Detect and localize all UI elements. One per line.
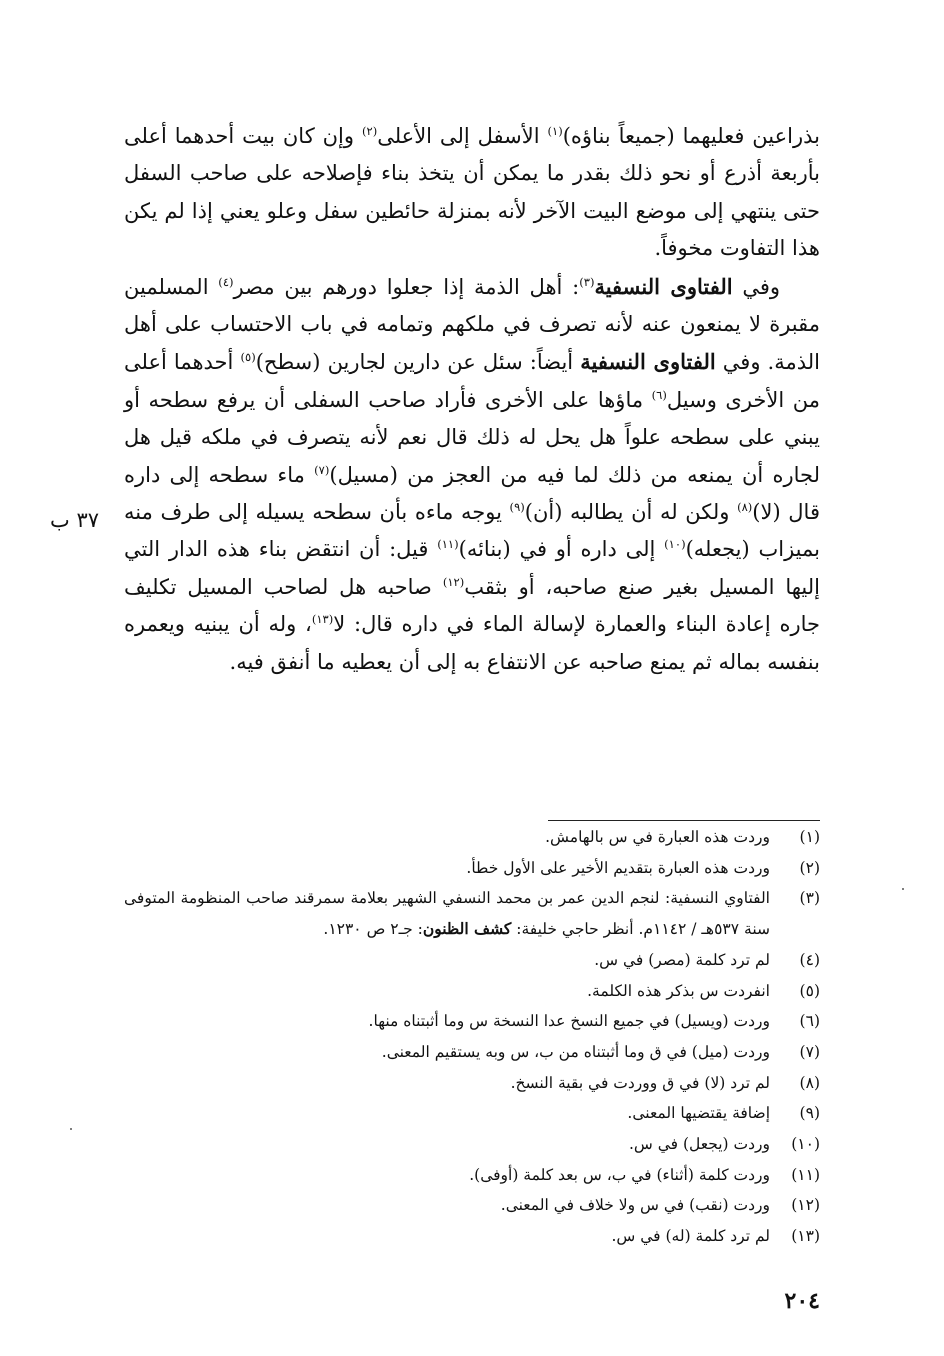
footnote-separator <box>548 820 820 821</box>
footnote-text: وردت (نقب) في س ولا خلاف في المعنى. <box>500 1196 770 1215</box>
footnote-text: وردت (ويسيل) في جميع النسخ عدا النسخة س وما أثبتناه منها. <box>368 1012 770 1031</box>
footnote-text: لم ترد كلمة (مصر) في س. <box>594 950 770 969</box>
text-run: صاحبه هل لصاحب المسيل تكليف جاره إعادة البناء والعمارة لإسالة الماء في داره قال: لا <box>124 574 820 637</box>
footnote-number: (٤) <box>799 950 820 969</box>
scan-speck <box>70 1128 72 1130</box>
footnote-number: (٢) <box>799 858 820 877</box>
paragraph <box>124 118 820 268</box>
text-run: الأسفل إلى الأعلى <box>377 124 548 148</box>
footnote-number: (٧) <box>799 1042 820 1061</box>
footnote <box>124 853 820 884</box>
text-run: الفتاوي النسفية: لنجم الدين عمر بن محمد النسفي الشهير بعلامة سمرقند صاحب المنظومة المتوفى سنة ٥٣٧هـ / ١١٤٢م. أنظر حاجي خليفة: <box>124 889 770 939</box>
footnote <box>124 976 820 1007</box>
scan-speck <box>902 888 904 890</box>
footnote-ref: (١١) <box>437 537 459 552</box>
footnote <box>124 1129 820 1160</box>
text-run: بذراعين فعليهما (جميعاً بناؤه) <box>562 124 820 148</box>
footnote-ref: (٧) <box>314 462 330 477</box>
footnote-number: (٦) <box>799 1012 820 1031</box>
text-run: ولكن له أن يطالبه (أن) <box>524 500 738 525</box>
footnote-ref: (٢) <box>361 123 378 138</box>
book-title: كشف الظنون <box>422 919 512 939</box>
footnote-ref: (٤) <box>218 274 234 289</box>
footnote-text: إضافة يقتضيها المعنى. <box>627 1104 770 1123</box>
footnote-text: وردت كلمة (أثناء) في ب، س بعد كلمة (أوفى). <box>469 1165 770 1184</box>
page-number: ٢٠٤ <box>784 1288 820 1314</box>
footnote-ref: (١) <box>547 123 563 138</box>
footnotes-list <box>124 822 820 1252</box>
text-run: ماؤها على الأخرى فأراد صاحب السفلى أن يرفع سطحه أو يبني على سطحه علواً هل يحل له ذلك قال نعم لأنه يتصرف في ملكه قيل هل لجاره أن يمنعه من ذلك لما فيه من العجز من (مسيل) <box>124 387 820 487</box>
text-run: قيل: أن انتقض بناء هذه الدار التي إليها المسيل بغير صنع صاحبه، أو بثقب <box>124 537 820 599</box>
text-run: : جـ٢ ص ١٢٣٠. <box>323 920 423 939</box>
footnote <box>124 1190 820 1221</box>
footnote-number: (٥) <box>799 981 820 1000</box>
footnote <box>124 822 820 853</box>
footnote <box>124 1006 820 1037</box>
paragraph <box>124 268 820 681</box>
text-run: : أهل الذمة إذا جعلوا دورهم بين مصر <box>233 274 580 299</box>
text-run: وإن كان بيت أحدهما أعلى بأربعة أذرع أو نحو ذلك بقدر ما يمكن أن يتخذ بناء فإصلاحه على صاحب السفل حتى ينتهي إلى موضع البيت الآخر لأنه بمنزلة حائطين سفل وعلو يعني إذا لم يكن هذا التفاوت مخوفاً. <box>124 124 820 261</box>
main-text <box>124 118 820 681</box>
footnote-number: (١) <box>799 828 820 846</box>
footnote-ref: (٣) <box>579 274 595 289</box>
footnote-ref: (١٢) <box>442 574 465 589</box>
footnote-text: لم ترد (لا) في ق ووردت في بقية النسخ. <box>510 1073 770 1092</box>
text-run: يوجه ماءه بأن سطحه يسيله إلى طرف منه بميزاب (يجعله) <box>124 500 820 562</box>
footnote <box>124 945 820 976</box>
footnote-ref: (١٣) <box>311 612 334 627</box>
text-run: أيضاً: سئل عن دارين لجارين (سطح) <box>255 350 581 375</box>
book-title: الفتاوى النسفية <box>594 273 733 299</box>
footnote-text: وردت (يجعل) في س. <box>628 1135 770 1154</box>
footnote-ref: (٩) <box>509 499 525 514</box>
footnote-number: (٩) <box>799 1104 820 1123</box>
footnote-text: وردت هذه العبارة في س بالهامش. <box>545 828 770 846</box>
text-run: إلى داره أو في (بنائه) <box>458 537 665 562</box>
text-run: أحدهما أعلى من الأخرى وسيل <box>124 350 820 412</box>
footnote-text: انفردت س بذكر هذه الكلمة. <box>587 981 770 1000</box>
footnote-ref: (١٠) <box>664 537 686 552</box>
footnote-ref: (٨) <box>737 499 753 514</box>
footnote-number: (١٢) <box>791 1196 820 1215</box>
footnote-number: (١٠) <box>791 1135 820 1154</box>
footnote-text <box>124 883 770 944</box>
book-title: الفتاوى النسفية <box>580 349 716 375</box>
manuscript-folio-marker: ٣٧ ب <box>50 508 100 532</box>
footnote-text: لم ترد كلمة (له) في س. <box>611 1227 770 1246</box>
footnote <box>124 1160 820 1191</box>
footnote-ref: (٦) <box>651 387 667 402</box>
text-run: المسلمين مقبرة لا يمنعون عنه لأنه تصرف في ملكهم وتمامه في باب الاحتساب على أهل الذمة. وفي <box>124 274 821 375</box>
text-run: ماء سطحه إلى داره قال (لا) <box>124 462 820 525</box>
footnote <box>124 883 820 944</box>
footnote-number: (١٣) <box>791 1227 820 1246</box>
footnote-number: (٨) <box>799 1073 820 1092</box>
footnote-ref: (٥) <box>240 350 256 365</box>
footnote <box>124 1068 820 1099</box>
footnote-number: (١١) <box>791 1165 820 1184</box>
footnote-text: وردت (ميل) في ق وما أثبتناه من ب، س وبه يستقيم المعنى. <box>381 1042 770 1061</box>
text-run: وفي <box>732 274 780 299</box>
footnote <box>124 1098 820 1129</box>
text-run: ، وله أن يبنيه ويعمره بنفسه بماله ثم يمنع صاحبه عن الانتفاع به إلى أن يعطيه ما أنفق فيه. <box>124 612 820 674</box>
footnote-text: وردت هذه العبارة بتقديم الأخير على الأول خطأ. <box>466 858 770 877</box>
footnote <box>124 1037 820 1068</box>
footnote-number: (٣) <box>799 889 820 908</box>
footnote <box>124 1221 820 1252</box>
